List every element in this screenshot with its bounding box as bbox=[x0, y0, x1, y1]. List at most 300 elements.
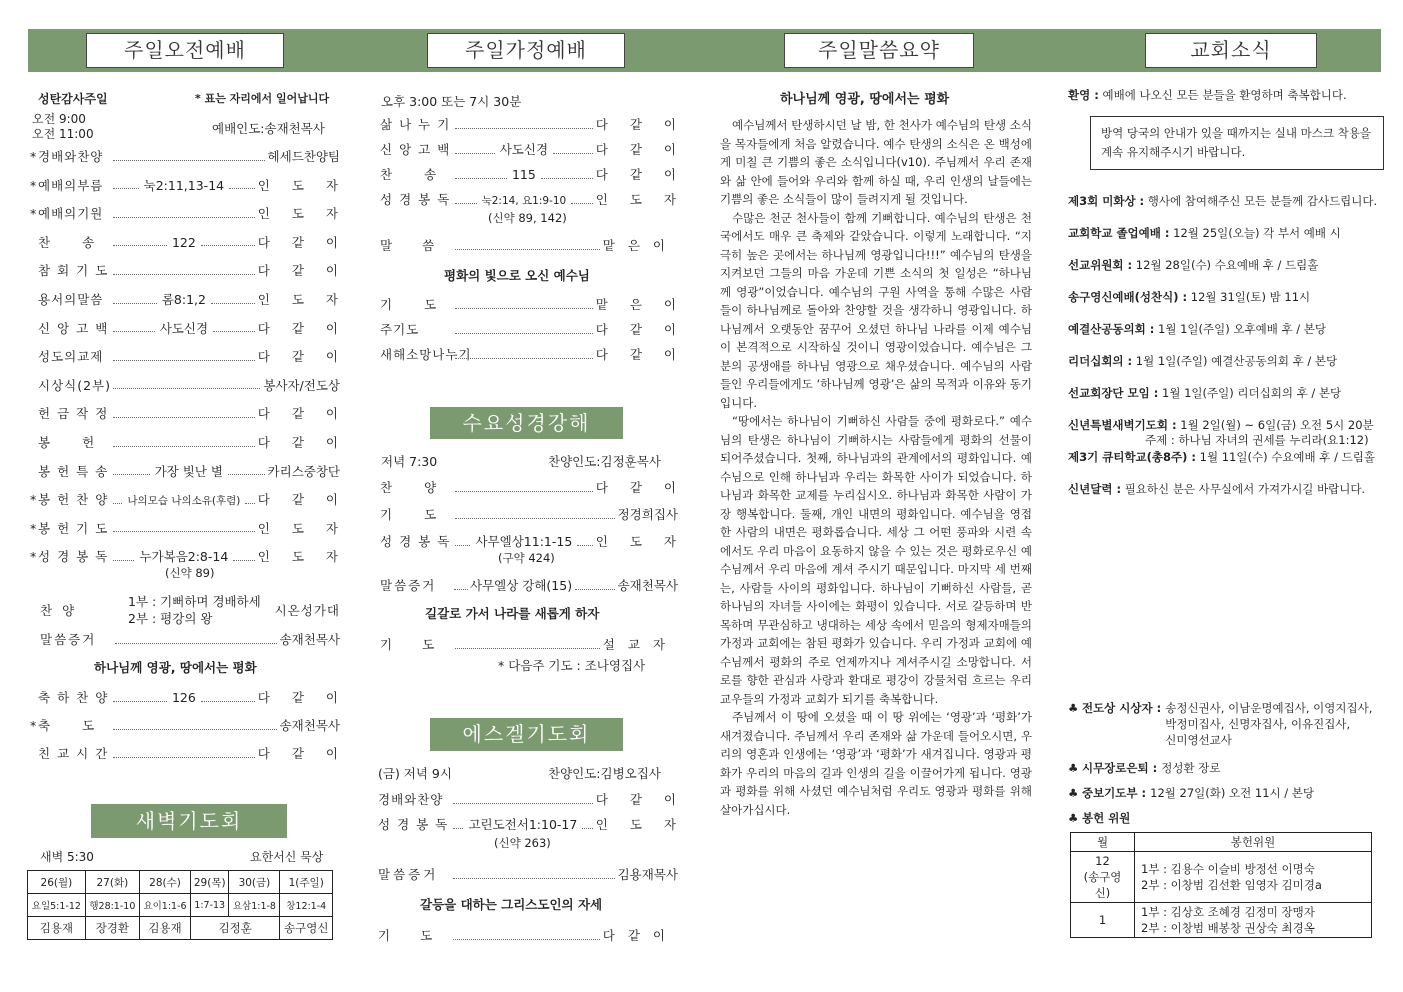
morning-item-detail: 122 bbox=[171, 234, 196, 250]
leader-dots bbox=[455, 241, 600, 250]
wednesday-prayer-resp: 설교자 bbox=[602, 637, 678, 652]
dawn-day: 28(수) bbox=[139, 871, 190, 894]
morning-item-detail: 눅2:11,13-14 bbox=[143, 177, 225, 193]
family-item-row bbox=[380, 115, 698, 133]
morning-item-label: 예배의부름 bbox=[38, 177, 104, 193]
standing-mark: * bbox=[30, 206, 37, 222]
morning-item-label: 경배와찬양 bbox=[38, 149, 104, 164]
wednesday-sermon-mid: 사무엘상 강해(15) bbox=[470, 578, 573, 593]
morning-item-responsible: 다같이 bbox=[257, 406, 360, 422]
news-key: 선교회장단 모임 : bbox=[1068, 386, 1159, 400]
family-title: 평화의 빛으로 오신 예수님 bbox=[444, 268, 590, 283]
header-morning-worship: 주일오전예배 bbox=[86, 33, 284, 68]
sermon-resp: 송재천목사 bbox=[279, 632, 340, 647]
staff-line: 12월 27일(화) 오전 11시 / 본당 bbox=[1150, 786, 1315, 800]
news-key: 신년특별새벽기도회 : bbox=[1068, 418, 1177, 432]
summary-paragraph: 주님께서 이 땅에 오셨을 때 이 땅 위에는 ‘영광’과 ‘평화’가 새겨졌습니다. 주님께서 우리 존재와 삶 가운데 들어오시면, 우리의 영혼과 인생에는 ‘영광’과 ‘평화’가 새겨집니다. 영광과 평화가 우리의 마음의 길과 인생의 길을 이끌어가게 됩니다. 영광과 평화를 위해 사셨던 예수님처럼 우리도 영광과 평화를 위해 살아가십시다. bbox=[720, 710, 1032, 817]
dawn-time: 새벽 5:30 bbox=[40, 850, 94, 864]
ezekiel-sermon-resp: 김용재목사 bbox=[617, 867, 678, 882]
leader-dots bbox=[453, 870, 615, 879]
summary-paragraph: 예수님께서 탄생하시던 날 밤, 한 천사가 예수님의 탄생 소식을 목자들에게 처음 알렸습니다. 예수 탄생의 소식은 온 백성에게 미칠 큰 기쁨의 좋은 소식입니다(v10). 주님께서 우리 존재와 삶 안에 들어와 우리와 함께 하실 때, 우리 인생의 날들에는 기쁨의 좋은 소식들이 많이 들려지게 될 것입니다. bbox=[720, 118, 1032, 206]
morning-item-label: 성도의교제 bbox=[38, 349, 104, 365]
family-scripture-note: (신약 89, 142) bbox=[488, 211, 567, 225]
morning-item-label: 봉헌 bbox=[38, 435, 127, 450]
family-after-item-row bbox=[380, 345, 698, 363]
morning-item-row bbox=[30, 376, 340, 394]
morning-item-responsible: 다같이 bbox=[257, 234, 360, 250]
news-key: 제3회 미화상 : bbox=[1068, 194, 1145, 208]
staff-line: 신미영선교사 bbox=[1165, 733, 1232, 747]
mask-notice-box: 방역 당국의 안내가 있을 때까지는 실내 마스크 착용을 계속 유지해주시기 바랍니다. bbox=[1090, 116, 1384, 170]
family-after-item-label: 기도 bbox=[380, 297, 469, 312]
news-key: 신년달력 : bbox=[1068, 482, 1122, 496]
leader-dots bbox=[233, 552, 254, 561]
summary-body bbox=[720, 116, 1032, 819]
dawn-leader: 김용재 bbox=[139, 917, 190, 940]
offer-line: 2부 : 이창범 배봉창 권상숙 최경옥 bbox=[1141, 921, 1315, 935]
family-item-responsible: 인도자 bbox=[595, 192, 699, 207]
dawn-book: 요한서신 묵상 bbox=[250, 850, 324, 864]
anthem-line-2: 2부 : 평강의 왕 bbox=[128, 611, 213, 626]
clover-icon: ♣ bbox=[1068, 701, 1082, 715]
morning-item-row bbox=[30, 519, 360, 537]
leader-dots bbox=[228, 466, 265, 475]
news-text: 12월 25일(오늘) 각 부서 예배 시 bbox=[1169, 226, 1341, 240]
closing-item-responsible: 다같이 bbox=[257, 690, 360, 705]
news-text: 12월 31일(토) 밤 11시 bbox=[1187, 290, 1311, 304]
leader-dots bbox=[582, 820, 592, 829]
leader-dots bbox=[113, 552, 134, 561]
leader-dots bbox=[113, 466, 150, 475]
ezekiel-heading: 에스겔기도회 bbox=[430, 718, 623, 751]
leader-dots bbox=[201, 237, 255, 246]
family-item-detail: 115 bbox=[511, 167, 536, 182]
anthem-label: 찬양 bbox=[40, 603, 85, 618]
leader-dots bbox=[541, 170, 593, 179]
ezekiel-item-detail: 고린도전서1:10-17 bbox=[468, 817, 578, 832]
morning-item-row bbox=[30, 490, 361, 508]
news-key: 송구영신예배(성찬식) : bbox=[1068, 290, 1188, 304]
standing-mark: * bbox=[30, 520, 37, 536]
news-item bbox=[1068, 481, 1365, 497]
offer-members bbox=[1135, 852, 1372, 903]
leader-dots bbox=[571, 195, 593, 204]
family-item-label: 성경봉독 bbox=[380, 192, 457, 207]
standing-mark: * bbox=[30, 177, 37, 193]
news-item bbox=[1068, 353, 1337, 369]
leader-dots bbox=[229, 180, 255, 189]
news-key: 환영 : bbox=[1068, 88, 1099, 102]
clover-icon: ♣ bbox=[1068, 761, 1082, 775]
family-item-row bbox=[380, 165, 698, 183]
morning-item-detail: 롬8:1,2 bbox=[161, 292, 206, 307]
leader-dots bbox=[575, 581, 615, 590]
dawn-day: 30(금) bbox=[229, 871, 280, 894]
family-after-item-responsible: 다같이 bbox=[595, 322, 698, 337]
ezekiel-title: 갈등을 대하는 그리스도인의 자세 bbox=[420, 897, 603, 912]
ezekiel-item-label: 경배와찬양 bbox=[378, 792, 444, 807]
morning-item-label: 시상식(2부) bbox=[38, 377, 112, 393]
wednesday-item-row bbox=[380, 478, 698, 496]
sermon-title: 하나님께 영광, 땅에서는 평화 bbox=[94, 660, 257, 675]
dawn-prayer-heading: 새벽기도회 bbox=[91, 804, 287, 838]
ezekiel-sermon-row bbox=[378, 865, 678, 883]
clover-icon: ♣ bbox=[1068, 786, 1082, 800]
leader-dots bbox=[113, 323, 155, 332]
closing-item-row bbox=[30, 744, 360, 762]
dawn-passages-row bbox=[28, 894, 333, 917]
staff-key: 시무장로은퇴 : bbox=[1081, 761, 1158, 775]
dawn-leader: 김정훈 bbox=[191, 917, 280, 940]
offer-month-note: (송구영신) bbox=[1083, 870, 1122, 900]
morning-item-label: 성경봉독 bbox=[38, 549, 115, 565]
leader-dots bbox=[455, 120, 593, 129]
morning-item-responsible: 인도자 bbox=[257, 520, 360, 536]
closing-item-label: 축도 bbox=[38, 718, 127, 733]
offer-month-text: 12 bbox=[1095, 854, 1110, 868]
dawn-day: 29(목) bbox=[191, 871, 229, 894]
family-sermon-resp: 맡은이 bbox=[602, 238, 678, 253]
offer-header-month: 월 bbox=[1071, 833, 1135, 852]
news-text: 행사에 참여해주신 모든 분들께 감사드립니다. bbox=[1144, 194, 1378, 208]
news-key: 선교위원회 : bbox=[1068, 258, 1133, 272]
wednesday-item-responsible: 인도자 bbox=[595, 534, 698, 549]
morning-item-label: 봉헌기도 bbox=[38, 520, 115, 536]
summary-paragraph: 수많은 천군 천사들이 함께 기뻐합니다. 예수님의 탄생은 천국에서도 매우 큰 축제와 같았습니다. 이렇게 노래합니다. “지극히 높은 곳에서는 하나님께 영광입니다!!!” 예수님의 탄생을 지켜보던 그들의 마음 가운데 기쁜 소식의 첫 일성은 “하나님께 영광”이었습니다. 예수님의 구원 사역을 통해 수많은 사람들이 하나님께로 돌아와 찬양할 것을 생각하니 영광입니다. 하나님께서 오랫동안 꿈꾸어 오셨던 하나님 나라를 이제 예수님이 본격적으로 시작하실 것이니 영광이었습니다. 예수님은 그분의 공생애를 하나님 영광으로 채우셨습니다. 예수님의 사람들인 우리들에게도 ‘하나님께 영광’은 삶의 목적과 이유와 동기입니다. bbox=[720, 210, 1032, 410]
dawn-day: 27(화) bbox=[85, 871, 139, 894]
wednesday-prayer-label: 기도 bbox=[380, 637, 465, 652]
scripture-note: (신약 89) bbox=[165, 566, 215, 580]
morning-item-responsible: 헤세드찬양팀 bbox=[267, 149, 340, 164]
family-item-row bbox=[380, 190, 699, 208]
morning-worship-order bbox=[30, 90, 361, 770]
sermon-row bbox=[40, 630, 340, 648]
leader-dots bbox=[113, 693, 167, 702]
leader-dots bbox=[577, 537, 592, 546]
morning-item-detail: 가장 빛난 별 bbox=[154, 463, 223, 479]
offer-month bbox=[1071, 903, 1135, 938]
news-item bbox=[1068, 193, 1377, 209]
offer-members bbox=[1135, 903, 1372, 938]
dawn-passage: 1:7-13 bbox=[191, 894, 229, 917]
dawn-day: 26(월) bbox=[28, 871, 86, 894]
morning-item-responsible: 다같이 bbox=[257, 349, 360, 365]
family-worship-order bbox=[378, 90, 699, 970]
morning-item-responsible: 다같이 bbox=[257, 492, 361, 508]
family-after-item-label: 주기도 bbox=[380, 322, 420, 337]
news-welcome bbox=[1068, 87, 1347, 103]
morning-item-detail: 나의모습 나의소유(후렴) bbox=[127, 495, 241, 508]
family-item-responsible: 다같이 bbox=[595, 167, 698, 182]
dawn-passage: 요삼1:1-8 bbox=[229, 894, 280, 917]
family-sermon-label: 말씀 bbox=[380, 238, 465, 253]
ezekiel-item-responsible: 다같이 bbox=[595, 792, 698, 807]
leader-dots bbox=[211, 295, 255, 304]
wednesday-scripture-note: (구약 424) bbox=[498, 551, 555, 565]
wednesday-leader: 찬양인도:김정훈목사 bbox=[548, 454, 661, 469]
morning-item-responsible: 다같이 bbox=[257, 263, 360, 279]
summary-paragraph: “땅에서는 하나님이 기뻐하신 사람들 중에 평화로다.” 예수님의 탄생은 하나님이 기뻐하시는 사람들에게 평화의 선물이 되어주셨습니다. 첫째, 하나님과의 관계에서의 평화입니다. 예수님으로 인해 하나님과 우리는 화목한 사이가 되었습니다. 하나님과 화목한 교제를 누리십시오. 하나님과 화목한 사람이 가장 행복합니다. 둘째, 개인 내면의 평화입니다. 예수님을 영접한 사람의 내면은 평화롭습니다. 세상 그 어떤 풍파와 시련 속에서도 우리 마음이 요동하지 않을 수 있는 것은 평화로우신 예수님께서 우리 마음에 계셔 주시기 때문입니다. 마지막 세 번째는, 사람들 사이의 평화입니다. 하나님이 기뻐하신 사람들, 곧 하나님의 자녀들 사이에는 화평이 있습니다. 서로 갈등하며 반목하며 무관심하고 냉대하는 세상 속에서 믿음의 형제자매들의 가정과 교회에는 참된 평화가 있습니다. 우리 가정과 교회에 예수님께서 평화의 주로 언제까지나 계셔주시길 소망합니다. 서로를 향한 관심과 사랑과 환대로 평강이 강물처럼 흐르는 우리 교우들의 가정과 교회가 되기를 축복합니다. bbox=[720, 414, 1032, 706]
leader-dots bbox=[453, 931, 600, 940]
news-key: 교회학교 졸업예배 : bbox=[1068, 226, 1170, 240]
dawn-day: 1(주일) bbox=[280, 871, 333, 894]
leader-dots bbox=[113, 180, 139, 189]
family-item-responsible: 다같이 bbox=[595, 142, 699, 157]
closing-item-responsible: 송재천목사 bbox=[279, 718, 340, 733]
morning-item-responsible: 다같이 bbox=[257, 320, 361, 336]
dawn-schedule-table bbox=[27, 870, 333, 940]
morning-item-label: 용서의말씀 bbox=[38, 292, 104, 307]
morning-item-label: 예배의기원 bbox=[38, 206, 104, 222]
morning-item-row bbox=[30, 462, 340, 480]
ezekiel-item-row bbox=[378, 815, 699, 833]
closing-item-responsible: 다같이 bbox=[257, 746, 360, 761]
family-item-label: 찬송 bbox=[380, 167, 469, 182]
morning-item-label: 헌금작정 bbox=[38, 406, 115, 422]
morning-item-responsible: 인도자 bbox=[257, 292, 361, 307]
dawn-passage: 행28:1-10 bbox=[85, 894, 139, 917]
wednesday-item-responsible: 다같이 bbox=[595, 480, 698, 495]
prayer-theme: 주제 : 하나님 자녀의 권세를 누리라(요1:12) bbox=[1145, 433, 1369, 447]
sermon-label: 말씀증거 bbox=[40, 632, 97, 647]
offer-line: 1부 : 김용수 이슬비 방정선 이명숙 bbox=[1141, 862, 1315, 876]
news-item bbox=[1068, 257, 1318, 273]
staff-item bbox=[1068, 785, 1314, 801]
dawn-leader: 송구영신 bbox=[280, 917, 333, 940]
morning-item-row bbox=[30, 290, 361, 308]
morning-item-row bbox=[30, 147, 340, 165]
closing-item-label: 축하찬양 bbox=[38, 690, 115, 705]
staff-line: 송정신권사, 이남운명예집사, 이영지집사, bbox=[1165, 701, 1373, 715]
news-text: 1월 1일(주일) 오후예배 후 / 본당 bbox=[1154, 322, 1326, 336]
leader-dots bbox=[113, 209, 255, 218]
news-item bbox=[1068, 385, 1341, 401]
morning-item-responsible: 인도자 bbox=[257, 206, 360, 222]
standing-mark: * bbox=[30, 492, 37, 508]
ezekiel-scripture-note: (신약 263) bbox=[494, 836, 551, 850]
leader-dots bbox=[113, 749, 255, 758]
anthem-lines bbox=[128, 593, 275, 627]
leader-dots bbox=[245, 495, 254, 504]
family-item-row bbox=[380, 140, 699, 158]
news-text: 12월 28일(수) 수요예배 후 / 드림홀 bbox=[1132, 258, 1319, 272]
news-item bbox=[1068, 417, 1374, 433]
ezekiel-time: (금) 저녁 9시 bbox=[378, 766, 452, 781]
wednesday-item-label: 성경봉독 bbox=[380, 534, 457, 549]
wednesday-item-row bbox=[380, 532, 698, 550]
leader-dots bbox=[455, 300, 593, 309]
leader-dots bbox=[113, 266, 255, 275]
offer-month-text: 1 bbox=[1098, 913, 1107, 927]
morning-item-row bbox=[30, 433, 360, 451]
leader-dots bbox=[455, 195, 477, 204]
offer-row bbox=[1071, 852, 1372, 903]
staff-line: 정성환 장로 bbox=[1161, 761, 1221, 775]
family-after-item-row bbox=[380, 295, 698, 313]
family-item-label: 신앙고백 bbox=[380, 142, 457, 157]
leader-dots bbox=[115, 635, 277, 644]
ezekiel-item-row bbox=[378, 790, 698, 808]
dawn-leader: 장경환 bbox=[85, 917, 139, 940]
leader-dots bbox=[455, 537, 470, 546]
morning-item-label: 찬송 bbox=[38, 234, 127, 250]
news-key: 리더십회의 : bbox=[1068, 354, 1133, 368]
wednesday-item-row bbox=[380, 505, 678, 523]
staff-key: 전도상 시상자 : bbox=[1081, 701, 1162, 715]
morning-item-responsible: 다같이 bbox=[257, 435, 360, 450]
staff-item bbox=[1068, 700, 1372, 748]
morning-item-detail: 누가복음2:8-14 bbox=[139, 549, 229, 565]
header-church-news: 교회소식 bbox=[1145, 33, 1317, 68]
ezekiel-item-label: 성경봉독 bbox=[378, 817, 455, 832]
staff-lines bbox=[1161, 760, 1220, 776]
leader-dots bbox=[455, 350, 593, 359]
wednesday-heading: 수요성경강해 bbox=[430, 407, 623, 439]
leader-dots bbox=[455, 483, 593, 492]
anthem-resp: 시온성가대 bbox=[274, 603, 340, 618]
morning-item-responsible: 인도자 bbox=[257, 177, 360, 193]
ezekiel-sermon-label: 말씀증거 bbox=[378, 867, 439, 882]
morning-item-responsible: 인도자 bbox=[257, 549, 361, 565]
staff-line: 박정미집사, 신명자집사, 이유진집사, bbox=[1165, 717, 1351, 731]
family-item-responsible: 다같이 bbox=[595, 117, 698, 132]
standing-note: * 표는 자리에서 일어납니다 bbox=[195, 92, 330, 105]
morning-item-responsible: 카리스중창단 bbox=[267, 463, 340, 479]
staff-lines bbox=[1150, 785, 1314, 801]
news-text: 1월 1일(주일) 리더십회의 후 / 본당 bbox=[1158, 386, 1342, 400]
wednesday-sermon-label: 말씀증거 bbox=[380, 578, 437, 593]
wednesday-item-detail: 사무엘상11:1-15 bbox=[475, 534, 573, 549]
morning-item-row bbox=[30, 347, 360, 365]
leader-dots bbox=[113, 237, 167, 246]
wednesday-item-responsible: 정경희집사 bbox=[617, 507, 678, 522]
summary-title: 하나님께 영광, 땅에서는 평화 bbox=[780, 92, 950, 107]
leader-dots bbox=[553, 145, 593, 154]
leader-dots bbox=[454, 581, 468, 590]
header-family-worship: 주일가정예배 bbox=[427, 33, 625, 68]
dawn-leader: 김용재 bbox=[28, 917, 86, 940]
family-after-item-responsible: 다같이 bbox=[595, 347, 698, 362]
wednesday-sermon-row bbox=[380, 576, 678, 594]
closing-item-label: 친교시간 bbox=[38, 746, 115, 761]
news-item bbox=[1068, 321, 1326, 337]
dawn-passage: 요일5:1-12 bbox=[28, 894, 86, 917]
ezekiel-prayer-row bbox=[378, 926, 678, 944]
morning-item-row bbox=[30, 204, 360, 222]
family-item-detail: 눅2:14, 요1:9-10 bbox=[481, 195, 567, 207]
next-week-prayer: * 다음주 기도 : 조나영집사 bbox=[498, 658, 646, 673]
closing-item-detail: 126 bbox=[171, 690, 196, 705]
leader-dots bbox=[213, 323, 255, 332]
closing-item-row bbox=[30, 688, 360, 706]
ezekiel-prayer-resp: 다같이 bbox=[602, 928, 678, 943]
leader-dots bbox=[113, 295, 157, 304]
morning-item-row bbox=[30, 547, 361, 565]
leader-dots bbox=[455, 510, 615, 519]
leader-dots bbox=[113, 721, 277, 730]
news-item bbox=[1068, 449, 1375, 465]
morning-item-responsible: 봉사자/전도상 bbox=[263, 377, 340, 393]
anthem-row bbox=[40, 593, 340, 627]
offer-row bbox=[1071, 903, 1372, 938]
wednesday-sermon-resp: 송재천목사 bbox=[617, 578, 678, 593]
offer-month bbox=[1071, 852, 1135, 903]
time-2: 오전 11:00 bbox=[32, 127, 94, 141]
standing-mark: * bbox=[30, 149, 37, 164]
standing-mark: * bbox=[30, 718, 37, 733]
family-after-item-row bbox=[380, 320, 698, 338]
morning-item-row bbox=[30, 233, 360, 251]
leader-dots bbox=[455, 325, 593, 334]
family-time: 오후 3:00 또는 7시 30분 bbox=[381, 94, 522, 109]
offer-line: 1부 : 김상호 조혜경 김정미 장맹자 bbox=[1141, 905, 1315, 919]
offer-line: 2부 : 이창범 김선환 임영자 김미경a bbox=[1141, 878, 1322, 892]
leader-dots bbox=[113, 495, 122, 504]
service-title: 성탄감사주일 bbox=[38, 92, 108, 106]
staff-item bbox=[1068, 810, 1134, 826]
news-item bbox=[1068, 289, 1310, 305]
morning-item-row bbox=[30, 404, 360, 422]
dawn-leaders-row bbox=[28, 917, 333, 940]
morning-item-label: 봉헌찬양 bbox=[38, 492, 115, 508]
news-key: 예결산공동의회 : bbox=[1068, 322, 1155, 336]
morning-item-detail: 사도신경 bbox=[159, 320, 209, 336]
ezekiel-leader: 찬양인도:김병오집사 bbox=[548, 766, 661, 781]
offer-header-members: 봉헌위원 bbox=[1135, 833, 1372, 852]
leader-dots bbox=[113, 523, 255, 532]
standing-mark: * bbox=[30, 549, 37, 565]
family-item-label: 삶나누기 bbox=[380, 117, 457, 132]
morning-item-label: 신앙고백 bbox=[38, 320, 115, 336]
leader-dots bbox=[455, 145, 495, 154]
leader-dots bbox=[453, 795, 593, 804]
news-text: 필요하신 분은 사무실에서 가져가시길 바랍니다. bbox=[1121, 482, 1366, 496]
family-sermon-row bbox=[380, 236, 678, 254]
morning-item-row bbox=[30, 176, 360, 194]
news-text: 1월 11일(수) 수요예배 후 / 드림홀 bbox=[1196, 450, 1375, 464]
wednesday-item-label: 기도 bbox=[380, 507, 469, 522]
news-text: 예배에 나오신 모든 분들을 환영하며 축복합니다. bbox=[1098, 88, 1347, 102]
news-text: 1월 1일(주일) 예결산공동의회 후 / 본당 bbox=[1132, 354, 1338, 368]
time-1: 오전 9:00 bbox=[32, 112, 86, 126]
family-after-item-label: 새해소망나누기 bbox=[380, 347, 472, 362]
leader-dots bbox=[453, 820, 463, 829]
leader-dots bbox=[455, 170, 507, 179]
wednesday-item-label: 찬양 bbox=[380, 480, 469, 495]
news-text: 1월 2일(월) ~ 6일(금) 오전 5시 20분 bbox=[1176, 418, 1374, 432]
staff-item bbox=[1068, 760, 1220, 776]
clover-icon: ♣ bbox=[1068, 811, 1082, 825]
family-item-detail: 사도신경 bbox=[499, 142, 549, 157]
ezekiel-item-responsible: 인도자 bbox=[595, 817, 699, 832]
wednesday-prayer-row bbox=[380, 635, 678, 653]
wednesday-title: 길갈로 가서 나라를 새롭게 하자 bbox=[425, 606, 600, 621]
news-item bbox=[1068, 225, 1341, 241]
leader-dots bbox=[201, 693, 255, 702]
offering-committee-table bbox=[1070, 832, 1372, 938]
staff-lines bbox=[1165, 700, 1372, 748]
wednesday-time: 저녁 7:30 bbox=[381, 454, 438, 469]
worship-leader: 예배인도:송재천목사 bbox=[212, 121, 325, 136]
anthem-line-1: 1부 : 기뻐하며 경배하세 bbox=[128, 594, 261, 609]
leader-dots bbox=[113, 152, 265, 161]
staff-key: 중보기도부 : bbox=[1081, 786, 1147, 800]
leader-dots bbox=[113, 352, 255, 361]
staff-key: 봉헌 위원 bbox=[1081, 811, 1131, 825]
leader-dots bbox=[113, 380, 260, 389]
dawn-passage: 창12:1-4 bbox=[280, 894, 333, 917]
leader-dots bbox=[113, 438, 255, 447]
